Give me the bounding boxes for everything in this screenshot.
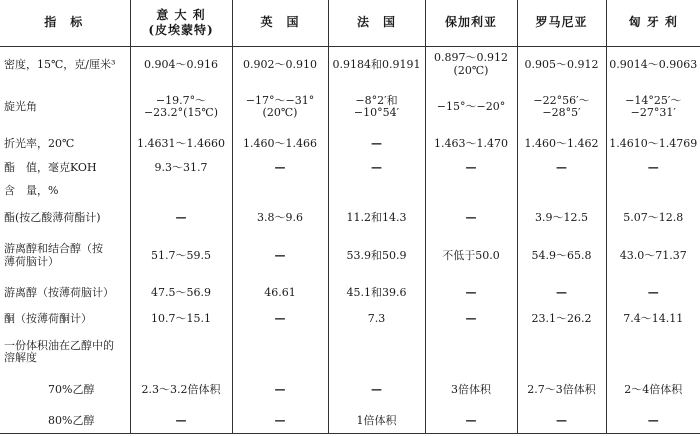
cell-uk: — <box>232 232 328 280</box>
row-label: 70%乙醇 <box>48 383 95 397</box>
cell-bulgaria: 3倍体积 <box>425 372 517 409</box>
cell-bulgaria: 1.463～1.470 <box>425 131 517 157</box>
header-uk: 英 国 <box>232 0 328 46</box>
row-label: 酯 值，毫克KOH <box>4 161 97 175</box>
cell-uk: — <box>232 306 328 332</box>
table-row <box>0 280 700 306</box>
cell-bulgaria: — <box>425 204 517 232</box>
cell-uk: 1.460～1.466 <box>232 131 328 157</box>
cell-france: — <box>328 372 425 409</box>
table-row <box>0 131 700 157</box>
table-row <box>0 409 700 433</box>
cell-romania: 54.9～65.8 <box>517 232 606 280</box>
cell-romania: — <box>517 280 606 306</box>
cell-italy: 51.7～59.5 <box>130 232 232 280</box>
cell-uk: 0.902～0.910 <box>232 46 328 83</box>
cell-romania: 1.460～1.462 <box>517 131 606 157</box>
cell-uk <box>232 180 328 204</box>
cell-hungary: — <box>606 409 700 433</box>
header-hungary: 匈 牙 利 <box>606 0 700 46</box>
cell-france: 0.9184和0.9191 <box>328 46 425 83</box>
cell-hungary: 7.4～14.11 <box>606 306 700 332</box>
cell-italy: −19.7°～ −23.2°(15℃) <box>130 83 232 131</box>
cell-bulgaria: — <box>425 409 517 433</box>
cell-hungary: — <box>606 280 700 306</box>
cell-hungary: 5.07～12.8 <box>606 204 700 232</box>
table-row <box>0 83 700 131</box>
row-label: 密度，15℃，克/厘米³ <box>4 57 116 71</box>
cell-romania <box>517 180 606 204</box>
header-france: 法 国 <box>328 0 425 46</box>
cell-italy: 2.3～3.2倍体积 <box>130 372 232 409</box>
cell-hungary: 43.0～71.37 <box>606 232 700 280</box>
row-label: 80%乙醇 <box>0 409 130 433</box>
cell-uk: −17°～−31° (20℃) <box>232 83 328 131</box>
cell-hungary: 2～4倍体积 <box>606 372 700 409</box>
cell-romania: −22°56′～ −28°5′ <box>517 83 606 131</box>
cell-romania <box>517 333 606 372</box>
table-row <box>0 46 700 83</box>
cell-hungary <box>606 333 700 372</box>
cell-bulgaria: 不低于50.0 <box>425 232 517 280</box>
cell-uk: 46.61 <box>232 280 328 306</box>
cell-italy: 10.7～15.1 <box>130 306 232 332</box>
cell-france: — <box>328 158 425 180</box>
cell-uk: — <box>232 409 328 433</box>
cell-france: 45.1和39.6 <box>328 280 425 306</box>
header-italy: 意 大 利 (皮埃蒙特) <box>130 0 232 46</box>
table-row <box>0 232 700 280</box>
cell-italy <box>130 333 232 372</box>
cell-bulgaria <box>425 333 517 372</box>
cell-romania: — <box>517 158 606 180</box>
cell-hungary: 1.4610～1.4769 <box>606 131 700 157</box>
row-label: 酮（按薄荷酮计） <box>4 312 92 326</box>
row-label: 折光率，20℃ <box>4 137 75 151</box>
cell-hungary <box>606 180 700 204</box>
cell-italy: — <box>130 409 232 433</box>
row-label: 含 量，% <box>4 184 59 198</box>
cell-italy: 1.4631～1.4660 <box>130 131 232 157</box>
cell-bulgaria: — <box>425 306 517 332</box>
cell-bulgaria: — <box>425 158 517 180</box>
cell-italy <box>130 180 232 204</box>
cell-france: 7.3 <box>328 306 425 332</box>
cell-bulgaria: −15°～−20° <box>425 83 517 131</box>
table-row <box>0 306 700 332</box>
cell-france <box>328 333 425 372</box>
cell-uk: 3.8～9.6 <box>232 204 328 232</box>
cell-italy: 9.3～31.7 <box>130 158 232 180</box>
row-label: 游离醇（按薄荷脑计） <box>4 286 114 300</box>
cell-hungary: — <box>606 158 700 180</box>
cell-italy: 0.904～0.916 <box>130 46 232 83</box>
cell-france <box>328 180 425 204</box>
cell-france: −8°2′和 −10°54′ <box>328 83 425 131</box>
cell-italy: 47.5～56.9 <box>130 280 232 306</box>
cell-france: — <box>328 131 425 157</box>
cell-bulgaria: — <box>425 280 517 306</box>
table-row <box>0 372 700 409</box>
table-body <box>0 46 700 434</box>
table-row <box>0 204 700 232</box>
cell-uk <box>232 333 328 372</box>
cell-france: 53.9和50.9 <box>328 232 425 280</box>
cell-hungary: −14°25′～ −27°31′ <box>606 83 700 131</box>
cell-uk: — <box>232 372 328 409</box>
table-row <box>0 180 700 204</box>
header-romania: 罗马尼亚 <box>517 0 606 46</box>
cell-romania: 23.1～26.2 <box>517 306 606 332</box>
cell-romania: — <box>517 409 606 433</box>
cell-bulgaria: 0.897～0.912 (20℃) <box>425 46 517 83</box>
cell-romania: 2.7～3倍体积 <box>517 372 606 409</box>
table-row <box>0 333 700 372</box>
cell-romania: 0.905～0.912 <box>517 46 606 83</box>
cell-bulgaria <box>425 180 517 204</box>
cell-uk: — <box>232 158 328 180</box>
row-label: 酯(按乙酸薄荷酯计) <box>4 210 101 224</box>
cell-italy: — <box>130 204 232 232</box>
cell-romania: 3.9～12.5 <box>517 204 606 232</box>
cell-france: 1倍体积 <box>328 409 425 433</box>
header-row <box>0 0 700 46</box>
row-label: 游离醇和结合醇（按 薄荷脑计） <box>4 242 103 269</box>
table-row <box>0 158 700 180</box>
cell-france: 11.2和14.3 <box>328 204 425 232</box>
cell-hungary: 0.9014～0.9063 <box>606 46 700 83</box>
header-bulgaria: 保加利亚 <box>425 0 517 46</box>
header-indicator: 指 标 <box>0 0 130 46</box>
row-label: 一份体积油在乙醇中的 溶解度 <box>4 338 114 365</box>
row-label: 旋光角 <box>4 99 37 113</box>
